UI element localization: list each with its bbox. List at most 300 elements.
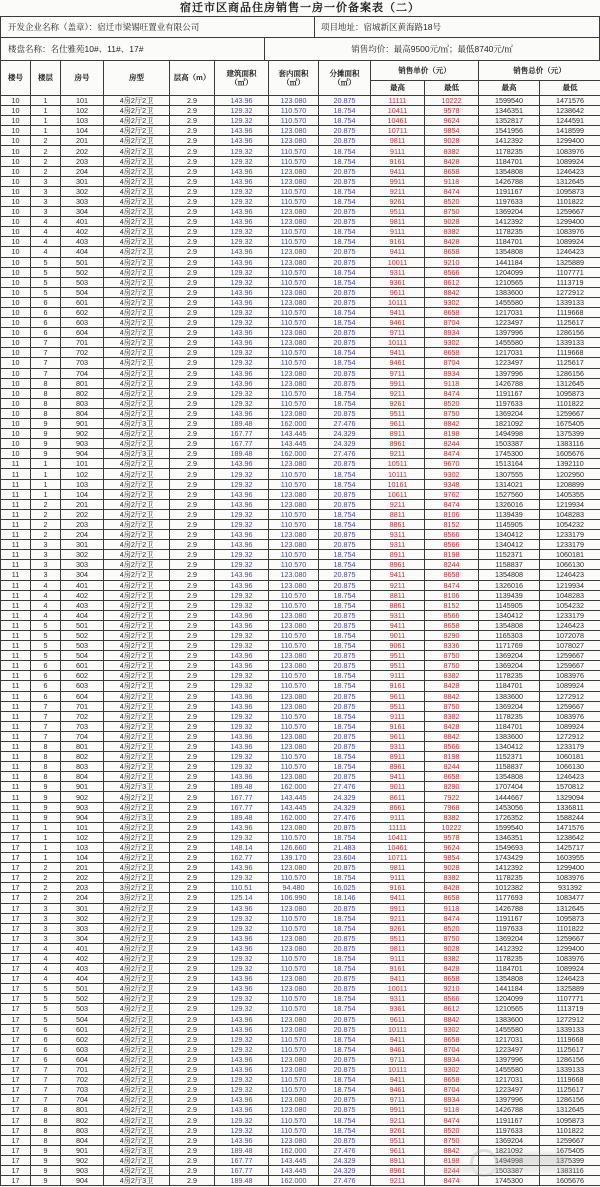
cell-max-unit-price: 8811 bbox=[371, 509, 425, 519]
cell-inner-area: 123.080 bbox=[269, 610, 319, 620]
cell-shared-area: 18.754 bbox=[319, 762, 371, 772]
cell-type: 4房2厅2卫 bbox=[104, 792, 170, 802]
cell-min-unit-price: 8474 bbox=[425, 1115, 479, 1125]
cell-story-height: 2.9 bbox=[170, 1095, 215, 1105]
table-row bbox=[1, 570, 600, 580]
cell-max-unit-price: 9811 bbox=[371, 136, 425, 146]
cell-max-total-price: 1346351 bbox=[479, 832, 540, 842]
table-row bbox=[1, 116, 600, 126]
table-row bbox=[1, 964, 600, 974]
cell-floor: 2 bbox=[31, 873, 61, 883]
cell-type: 4房2厅2卫 bbox=[104, 338, 170, 348]
cell-max-total-price: 1145905 bbox=[479, 600, 540, 610]
cell-building: 11 bbox=[1, 580, 31, 590]
cell-shared-area: 20.875 bbox=[319, 126, 371, 136]
cell-max-total-price: 1178235 bbox=[479, 953, 540, 963]
cell-max-unit-price: 9411 bbox=[371, 348, 425, 358]
cell-inner-area: 123.080 bbox=[269, 1065, 319, 1075]
cell-min-unit-price: 8934 bbox=[425, 1095, 479, 1105]
cell-inner-area: 143.445 bbox=[269, 1165, 319, 1175]
cell-max-total-price: 1210565 bbox=[479, 1004, 540, 1014]
table-row bbox=[1, 974, 600, 984]
cell-max-total-price: 1217031 bbox=[479, 307, 540, 317]
average-price: 销售均价：最高9500元/㎡；最低8740元/㎡ bbox=[351, 44, 513, 54]
cell-shared-area: 24.329 bbox=[319, 429, 371, 439]
cell-min-total-price: 1325889 bbox=[540, 257, 600, 267]
cell-type: 4房2厅2卫 bbox=[104, 1044, 170, 1054]
cell-building: 17 bbox=[1, 923, 31, 933]
cell-type: 4房2厅2卫 bbox=[104, 509, 170, 519]
cell-build-area: 129.32 bbox=[215, 994, 269, 1004]
cell-build-area: 143.96 bbox=[215, 166, 269, 176]
cell-floor: 3 bbox=[31, 196, 61, 206]
table-row bbox=[1, 509, 600, 519]
cell-building: 17 bbox=[1, 1105, 31, 1115]
table-row bbox=[1, 792, 600, 802]
cell-shared-area: 20.875 bbox=[319, 499, 371, 509]
cell-floor: 3 bbox=[31, 913, 61, 923]
cell-type: 4房2厅2卫 bbox=[104, 348, 170, 358]
cell-min-unit-price: 8198 bbox=[425, 550, 479, 560]
cell-max-unit-price: 8911 bbox=[371, 752, 425, 762]
cell-max-total-price: 1441184 bbox=[479, 984, 540, 994]
cell-room: 203 bbox=[61, 519, 104, 529]
cell-inner-area: 123.080 bbox=[269, 459, 319, 469]
cell-build-area: 162.77 bbox=[215, 853, 269, 863]
cell-story-height: 2.9 bbox=[170, 943, 215, 953]
cell-build-area: 129.32 bbox=[215, 227, 269, 237]
table-row bbox=[1, 742, 600, 752]
cell-type: 4房2厅2卫 bbox=[104, 1165, 170, 1175]
cell-max-unit-price: 9611 bbox=[371, 287, 425, 297]
cell-shared-area: 18.754 bbox=[319, 277, 371, 287]
cell-shared-area: 23.604 bbox=[319, 853, 371, 863]
cell-type: 4房2厅2卫 bbox=[104, 1014, 170, 1024]
cell-min-total-price: 1299400 bbox=[540, 136, 600, 146]
cell-max-total-price: 1369204 bbox=[479, 408, 540, 418]
table-row bbox=[1, 630, 600, 640]
cell-max-total-price: 1541956 bbox=[479, 126, 540, 136]
cell-build-area: 129.32 bbox=[215, 560, 269, 570]
cell-shared-area: 18.754 bbox=[319, 156, 371, 166]
cell-min-unit-price: 9028 bbox=[425, 943, 479, 953]
cell-floor: 8 bbox=[31, 772, 61, 782]
cell-type: 4房2厅2卫 bbox=[104, 247, 170, 257]
table-row bbox=[1, 207, 600, 217]
cell-building: 10 bbox=[1, 196, 31, 206]
cell-build-area: 143.96 bbox=[215, 459, 269, 469]
cell-max-total-price: 1340412 bbox=[479, 540, 540, 550]
table-row bbox=[1, 217, 600, 227]
cell-story-height: 2.9 bbox=[170, 1105, 215, 1115]
cell-max-unit-price: 9111 bbox=[371, 953, 425, 963]
cell-max-total-price: 1158837 bbox=[479, 560, 540, 570]
cell-type: 4房2厅2卫 bbox=[104, 257, 170, 267]
cell-shared-area: 27.476 bbox=[319, 419, 371, 429]
cell-story-height: 2.9 bbox=[170, 1145, 215, 1155]
cell-floor: 3 bbox=[31, 570, 61, 580]
cell-max-unit-price: 10011 bbox=[371, 984, 425, 994]
cell-build-area: 143.96 bbox=[215, 943, 269, 953]
cell-max-total-price: 1369204 bbox=[479, 651, 540, 661]
cell-floor: 6 bbox=[31, 681, 61, 691]
header-inner-area bbox=[269, 61, 319, 96]
cell-min-unit-price: 8566 bbox=[425, 742, 479, 752]
table-header bbox=[1, 61, 600, 96]
cell-type: 4房2厅2卫 bbox=[104, 1024, 170, 1034]
cell-inner-area: 110.570 bbox=[269, 479, 319, 489]
cell-max-total-price: 1197633 bbox=[479, 398, 540, 408]
cell-story-height: 2.9 bbox=[170, 964, 215, 974]
cell-story-height: 2.9 bbox=[170, 953, 215, 963]
cell-build-area: 129.32 bbox=[215, 873, 269, 883]
cell-room: 701 bbox=[61, 701, 104, 711]
cell-story-height: 2.9 bbox=[170, 802, 215, 812]
cell-shared-area: 18.754 bbox=[319, 923, 371, 933]
cell-building: 17 bbox=[1, 842, 31, 852]
cell-story-height: 2.9 bbox=[170, 832, 215, 842]
cell-story-height: 2.9 bbox=[170, 156, 215, 166]
cell-max-total-price: 1197633 bbox=[479, 923, 540, 933]
cell-min-unit-price: 9670 bbox=[425, 459, 479, 469]
cell-build-area: 129.32 bbox=[215, 953, 269, 963]
cell-floor: 2 bbox=[31, 499, 61, 509]
cell-story-height: 2.9 bbox=[170, 237, 215, 247]
cell-type: 4房2厅2卫 bbox=[104, 1085, 170, 1095]
cell-room: 704 bbox=[61, 1095, 104, 1105]
project-address: 项目地址：宿城新区黄海路18号 bbox=[321, 22, 441, 32]
cell-max-total-price: 1012382 bbox=[479, 883, 540, 893]
cell-min-total-price: 1603955 bbox=[540, 853, 600, 863]
table-row bbox=[1, 1135, 600, 1145]
cell-build-area: 129.32 bbox=[215, 277, 269, 287]
cell-min-total-price: 1286156 bbox=[540, 1095, 600, 1105]
cell-building: 17 bbox=[1, 1135, 31, 1145]
cell-min-total-price: 1119668 bbox=[540, 348, 600, 358]
table-row bbox=[1, 661, 600, 671]
cell-room: 803 bbox=[61, 398, 104, 408]
cell-min-total-price: 1605676 bbox=[540, 1176, 600, 1186]
cell-shared-area: 20.875 bbox=[319, 328, 371, 338]
cell-max-unit-price: 9511 bbox=[371, 1135, 425, 1145]
table-row bbox=[1, 1165, 600, 1175]
cell-floor: 1 bbox=[31, 96, 61, 106]
cell-shared-area: 18.754 bbox=[319, 196, 371, 206]
cell-room: 501 bbox=[61, 257, 104, 267]
cell-room: 402 bbox=[61, 953, 104, 963]
cell-min-total-price: 1375399 bbox=[540, 429, 600, 439]
cell-floor: 7 bbox=[31, 1075, 61, 1085]
cell-min-total-price: 1083976 bbox=[540, 873, 600, 883]
cell-floor: 6 bbox=[31, 1044, 61, 1054]
cell-room: 602 bbox=[61, 1034, 104, 1044]
cell-max-unit-price: 10711 bbox=[371, 126, 425, 136]
cell-max-total-price: 1707404 bbox=[479, 782, 540, 792]
cell-min-total-price: 1054232 bbox=[540, 600, 600, 610]
cell-story-height: 2.9 bbox=[170, 459, 215, 469]
cell-floor: 2 bbox=[31, 146, 61, 156]
cell-type: 4房2厅2卫 bbox=[104, 439, 170, 449]
cell-min-unit-price: 9624 bbox=[425, 842, 479, 852]
cell-max-unit-price: 9611 bbox=[371, 419, 425, 429]
cell-room: 601 bbox=[61, 661, 104, 671]
cell-min-unit-price: 8842 bbox=[425, 419, 479, 429]
cell-floor: 9 bbox=[31, 1165, 61, 1175]
cell-min-total-price: 1418599 bbox=[540, 126, 600, 136]
cell-type: 4房2厅2卫 bbox=[104, 560, 170, 570]
cell-floor: 1 bbox=[31, 842, 61, 852]
cell-story-height: 2.9 bbox=[170, 257, 215, 267]
cell-building: 10 bbox=[1, 156, 31, 166]
cell-max-total-price: 1326016 bbox=[479, 580, 540, 590]
cell-type: 4房2厅2卫 bbox=[104, 691, 170, 701]
cell-room: 301 bbox=[61, 540, 104, 550]
cell-building: 17 bbox=[1, 994, 31, 1004]
cell-max-unit-price: 9161 bbox=[371, 156, 425, 166]
cell-build-area: 143.96 bbox=[215, 207, 269, 217]
cell-floor: 3 bbox=[31, 540, 61, 550]
cell-min-total-price: 931392 bbox=[540, 883, 600, 893]
cell-floor: 5 bbox=[31, 267, 61, 277]
cell-build-area: 143.96 bbox=[215, 540, 269, 550]
cell-max-unit-price: 9811 bbox=[371, 863, 425, 873]
cell-floor: 8 bbox=[31, 398, 61, 408]
cell-min-total-price: 1107771 bbox=[540, 267, 600, 277]
cell-inner-area: 123.080 bbox=[269, 287, 319, 297]
cell-room: 604 bbox=[61, 328, 104, 338]
cell-shared-area: 20.875 bbox=[319, 530, 371, 540]
cell-shared-area: 18.754 bbox=[319, 519, 371, 529]
cell-min-unit-price: 8566 bbox=[425, 610, 479, 620]
cell-max-unit-price: 9211 bbox=[371, 1176, 425, 1186]
cell-max-unit-price: 9711 bbox=[371, 1054, 425, 1064]
cell-max-unit-price: 9711 bbox=[371, 328, 425, 338]
cell-building: 10 bbox=[1, 96, 31, 106]
cell-max-total-price: 1184701 bbox=[479, 681, 540, 691]
cell-min-total-price: 1286156 bbox=[540, 1054, 600, 1064]
project-name: 楼盘名称：名仕雅苑10#、11#、17# bbox=[1, 38, 265, 60]
cell-max-unit-price: 11111 bbox=[371, 822, 425, 832]
cell-inner-area: 123.080 bbox=[269, 651, 319, 661]
cell-inner-area: 123.080 bbox=[269, 742, 319, 752]
table-row bbox=[1, 1176, 600, 1186]
cell-max-unit-price: 10711 bbox=[371, 853, 425, 863]
cell-building: 10 bbox=[1, 277, 31, 287]
cell-min-unit-price: 8152 bbox=[425, 600, 479, 610]
cell-max-unit-price: 9411 bbox=[371, 307, 425, 317]
cell-build-area: 143.96 bbox=[215, 974, 269, 984]
cell-type: 4房2厅2卫 bbox=[104, 953, 170, 963]
cell-max-unit-price: 9311 bbox=[371, 267, 425, 277]
cell-build-area: 143.96 bbox=[215, 328, 269, 338]
cell-build-area: 148.14 bbox=[215, 842, 269, 852]
cell-min-unit-price: 8704 bbox=[425, 1044, 479, 1054]
cell-floor: 4 bbox=[31, 580, 61, 590]
table-row bbox=[1, 449, 600, 459]
cell-type: 4房2厅2卫 bbox=[104, 671, 170, 681]
developer-name: 开发企业名称（盖章）：宿迁市梁锡旺置业有限公司 bbox=[1, 17, 315, 37]
cell-shared-area: 27.476 bbox=[319, 1145, 371, 1155]
cell-floor: 9 bbox=[31, 1176, 61, 1186]
cell-shared-area: 18.754 bbox=[319, 1075, 371, 1085]
cell-max-total-price: 1178235 bbox=[479, 711, 540, 721]
table-row bbox=[1, 196, 600, 206]
cell-max-unit-price: 8961 bbox=[371, 439, 425, 449]
cell-type: 4房2厅2卫 bbox=[104, 580, 170, 590]
cell-min-unit-price: 8658 bbox=[425, 570, 479, 580]
cell-floor: 7 bbox=[31, 1095, 61, 1105]
cell-build-area: 167.77 bbox=[215, 802, 269, 812]
cell-max-unit-price: 10411 bbox=[371, 106, 425, 116]
cell-type: 4房2厅2卫 bbox=[104, 964, 170, 974]
cell-min-total-price: 1083976 bbox=[540, 671, 600, 681]
cell-building: 10 bbox=[1, 419, 31, 429]
table-row bbox=[1, 590, 600, 600]
cell-room: 701 bbox=[61, 338, 104, 348]
cell-shared-area: 24.329 bbox=[319, 1155, 371, 1165]
cell-min-unit-price: 8842 bbox=[425, 1145, 479, 1155]
cell-min-unit-price: 8612 bbox=[425, 1004, 479, 1014]
cell-shared-area: 18.754 bbox=[319, 600, 371, 610]
cell-min-unit-price: 9348 bbox=[425, 479, 479, 489]
cell-floor: 4 bbox=[31, 227, 61, 237]
cell-max-unit-price: 10611 bbox=[371, 489, 425, 499]
cell-floor: 3 bbox=[31, 933, 61, 943]
table-row bbox=[1, 307, 600, 317]
cell-build-area: 143.96 bbox=[215, 1065, 269, 1075]
cell-type: 4房2厅3卫 bbox=[104, 449, 170, 459]
cell-min-unit-price: 8290 bbox=[425, 782, 479, 792]
cell-build-area: 129.32 bbox=[215, 398, 269, 408]
cell-story-height: 2.9 bbox=[170, 408, 215, 418]
header-building: 楼号 bbox=[1, 61, 31, 96]
cell-max-unit-price: 9361 bbox=[371, 1004, 425, 1014]
cell-room: 902 bbox=[61, 429, 104, 439]
cell-building: 17 bbox=[1, 953, 31, 963]
cell-max-total-price: 1354808 bbox=[479, 974, 540, 984]
cell-min-total-price: 1570812 bbox=[540, 782, 600, 792]
cell-min-unit-price: 7968 bbox=[425, 802, 479, 812]
cell-building: 17 bbox=[1, 1014, 31, 1024]
cell-max-unit-price: 10111 bbox=[371, 297, 425, 307]
cell-min-total-price: 1113719 bbox=[540, 277, 600, 287]
table-row bbox=[1, 419, 600, 429]
cell-floor: 3 bbox=[31, 923, 61, 933]
cell-min-unit-price: 8842 bbox=[425, 287, 479, 297]
cell-story-height: 2.9 bbox=[170, 580, 215, 590]
cell-room: 502 bbox=[61, 630, 104, 640]
cell-build-area: 129.32 bbox=[215, 1125, 269, 1135]
cell-max-total-price: 1223497 bbox=[479, 1085, 540, 1095]
cell-shared-area: 20.875 bbox=[319, 822, 371, 832]
cell-min-unit-price: 9578 bbox=[425, 106, 479, 116]
cell-min-unit-price: 8658 bbox=[425, 1075, 479, 1085]
cell-min-unit-price: 8704 bbox=[425, 318, 479, 328]
cell-story-height: 2.9 bbox=[170, 853, 215, 863]
cell-type: 4房2厅2卫 bbox=[104, 307, 170, 317]
cell-room: 202 bbox=[61, 146, 104, 156]
cell-building: 11 bbox=[1, 459, 31, 469]
cell-building: 11 bbox=[1, 570, 31, 580]
cell-building: 17 bbox=[1, 853, 31, 863]
cell-min-total-price: 1233179 bbox=[540, 540, 600, 550]
table-row bbox=[1, 176, 600, 186]
cell-build-area: 129.32 bbox=[215, 762, 269, 772]
cell-max-unit-price: 8961 bbox=[371, 1165, 425, 1175]
cell-min-unit-price: 8658 bbox=[425, 247, 479, 257]
cell-type: 4房2厅2卫 bbox=[104, 620, 170, 630]
cell-floor: 6 bbox=[31, 691, 61, 701]
cell-build-area: 129.32 bbox=[215, 519, 269, 529]
table-row bbox=[1, 1034, 600, 1044]
cell-max-total-price: 1340412 bbox=[479, 742, 540, 752]
cell-shared-area: 18.754 bbox=[319, 913, 371, 923]
cell-floor: 7 bbox=[31, 358, 61, 368]
cell-building: 10 bbox=[1, 348, 31, 358]
table-row bbox=[1, 519, 600, 529]
cell-shared-area: 20.875 bbox=[319, 772, 371, 782]
cell-shared-area: 20.875 bbox=[319, 1095, 371, 1105]
cell-room: 402 bbox=[61, 590, 104, 600]
table-row bbox=[1, 731, 600, 741]
cell-build-area: 129.32 bbox=[215, 1085, 269, 1095]
cell-max-total-price: 1340412 bbox=[479, 610, 540, 620]
cell-room: 603 bbox=[61, 318, 104, 328]
cell-max-unit-price: 8661 bbox=[371, 802, 425, 812]
cell-build-area: 129.32 bbox=[215, 1034, 269, 1044]
cell-max-total-price: 1412392 bbox=[479, 863, 540, 873]
cell-building: 17 bbox=[1, 893, 31, 903]
cell-build-area: 129.32 bbox=[215, 711, 269, 721]
cell-shared-area: 20.875 bbox=[319, 338, 371, 348]
cell-floor: 1 bbox=[31, 116, 61, 126]
cell-room: 603 bbox=[61, 681, 104, 691]
cell-min-unit-price: 8382 bbox=[425, 953, 479, 963]
cell-floor: 9 bbox=[31, 812, 61, 822]
cell-type: 4房2厅2卫 bbox=[104, 1125, 170, 1135]
cell-building: 11 bbox=[1, 701, 31, 711]
cell-story-height: 2.9 bbox=[170, 509, 215, 519]
cell-floor: 8 bbox=[31, 1135, 61, 1145]
cell-min-unit-price: 8658 bbox=[425, 974, 479, 984]
cell-shared-area: 20.875 bbox=[319, 166, 371, 176]
cell-building: 11 bbox=[1, 620, 31, 630]
cell-max-total-price: 1503387 bbox=[479, 439, 540, 449]
cell-min-unit-price: 9118 bbox=[425, 176, 479, 186]
cell-min-total-price: 1339133 bbox=[540, 338, 600, 348]
cell-build-area: 189.48 bbox=[215, 1145, 269, 1155]
cell-type: 4房2厅2卫 bbox=[104, 166, 170, 176]
cell-max-total-price: 1177693 bbox=[479, 893, 540, 903]
cell-max-total-price: 1397996 bbox=[479, 328, 540, 338]
header-floor: 楼层 bbox=[31, 61, 61, 96]
cell-story-height: 2.9 bbox=[170, 307, 215, 317]
cell-building: 17 bbox=[1, 1155, 31, 1165]
cell-room: 702 bbox=[61, 1075, 104, 1085]
cell-inner-area: 123.080 bbox=[269, 217, 319, 227]
cell-build-area: 129.32 bbox=[215, 307, 269, 317]
cell-max-unit-price: 9411 bbox=[371, 1075, 425, 1085]
cell-type: 4房2厅2卫 bbox=[104, 1075, 170, 1085]
cell-max-unit-price: 9511 bbox=[371, 651, 425, 661]
cell-story-height: 2.9 bbox=[170, 176, 215, 186]
cell-shared-area: 20.875 bbox=[319, 1014, 371, 1024]
cell-shared-area: 18.754 bbox=[319, 237, 371, 247]
cell-build-area: 129.32 bbox=[215, 267, 269, 277]
cell-min-total-price: 1312645 bbox=[540, 1105, 600, 1115]
cell-inner-area: 110.570 bbox=[269, 388, 319, 398]
table-row bbox=[1, 671, 600, 681]
